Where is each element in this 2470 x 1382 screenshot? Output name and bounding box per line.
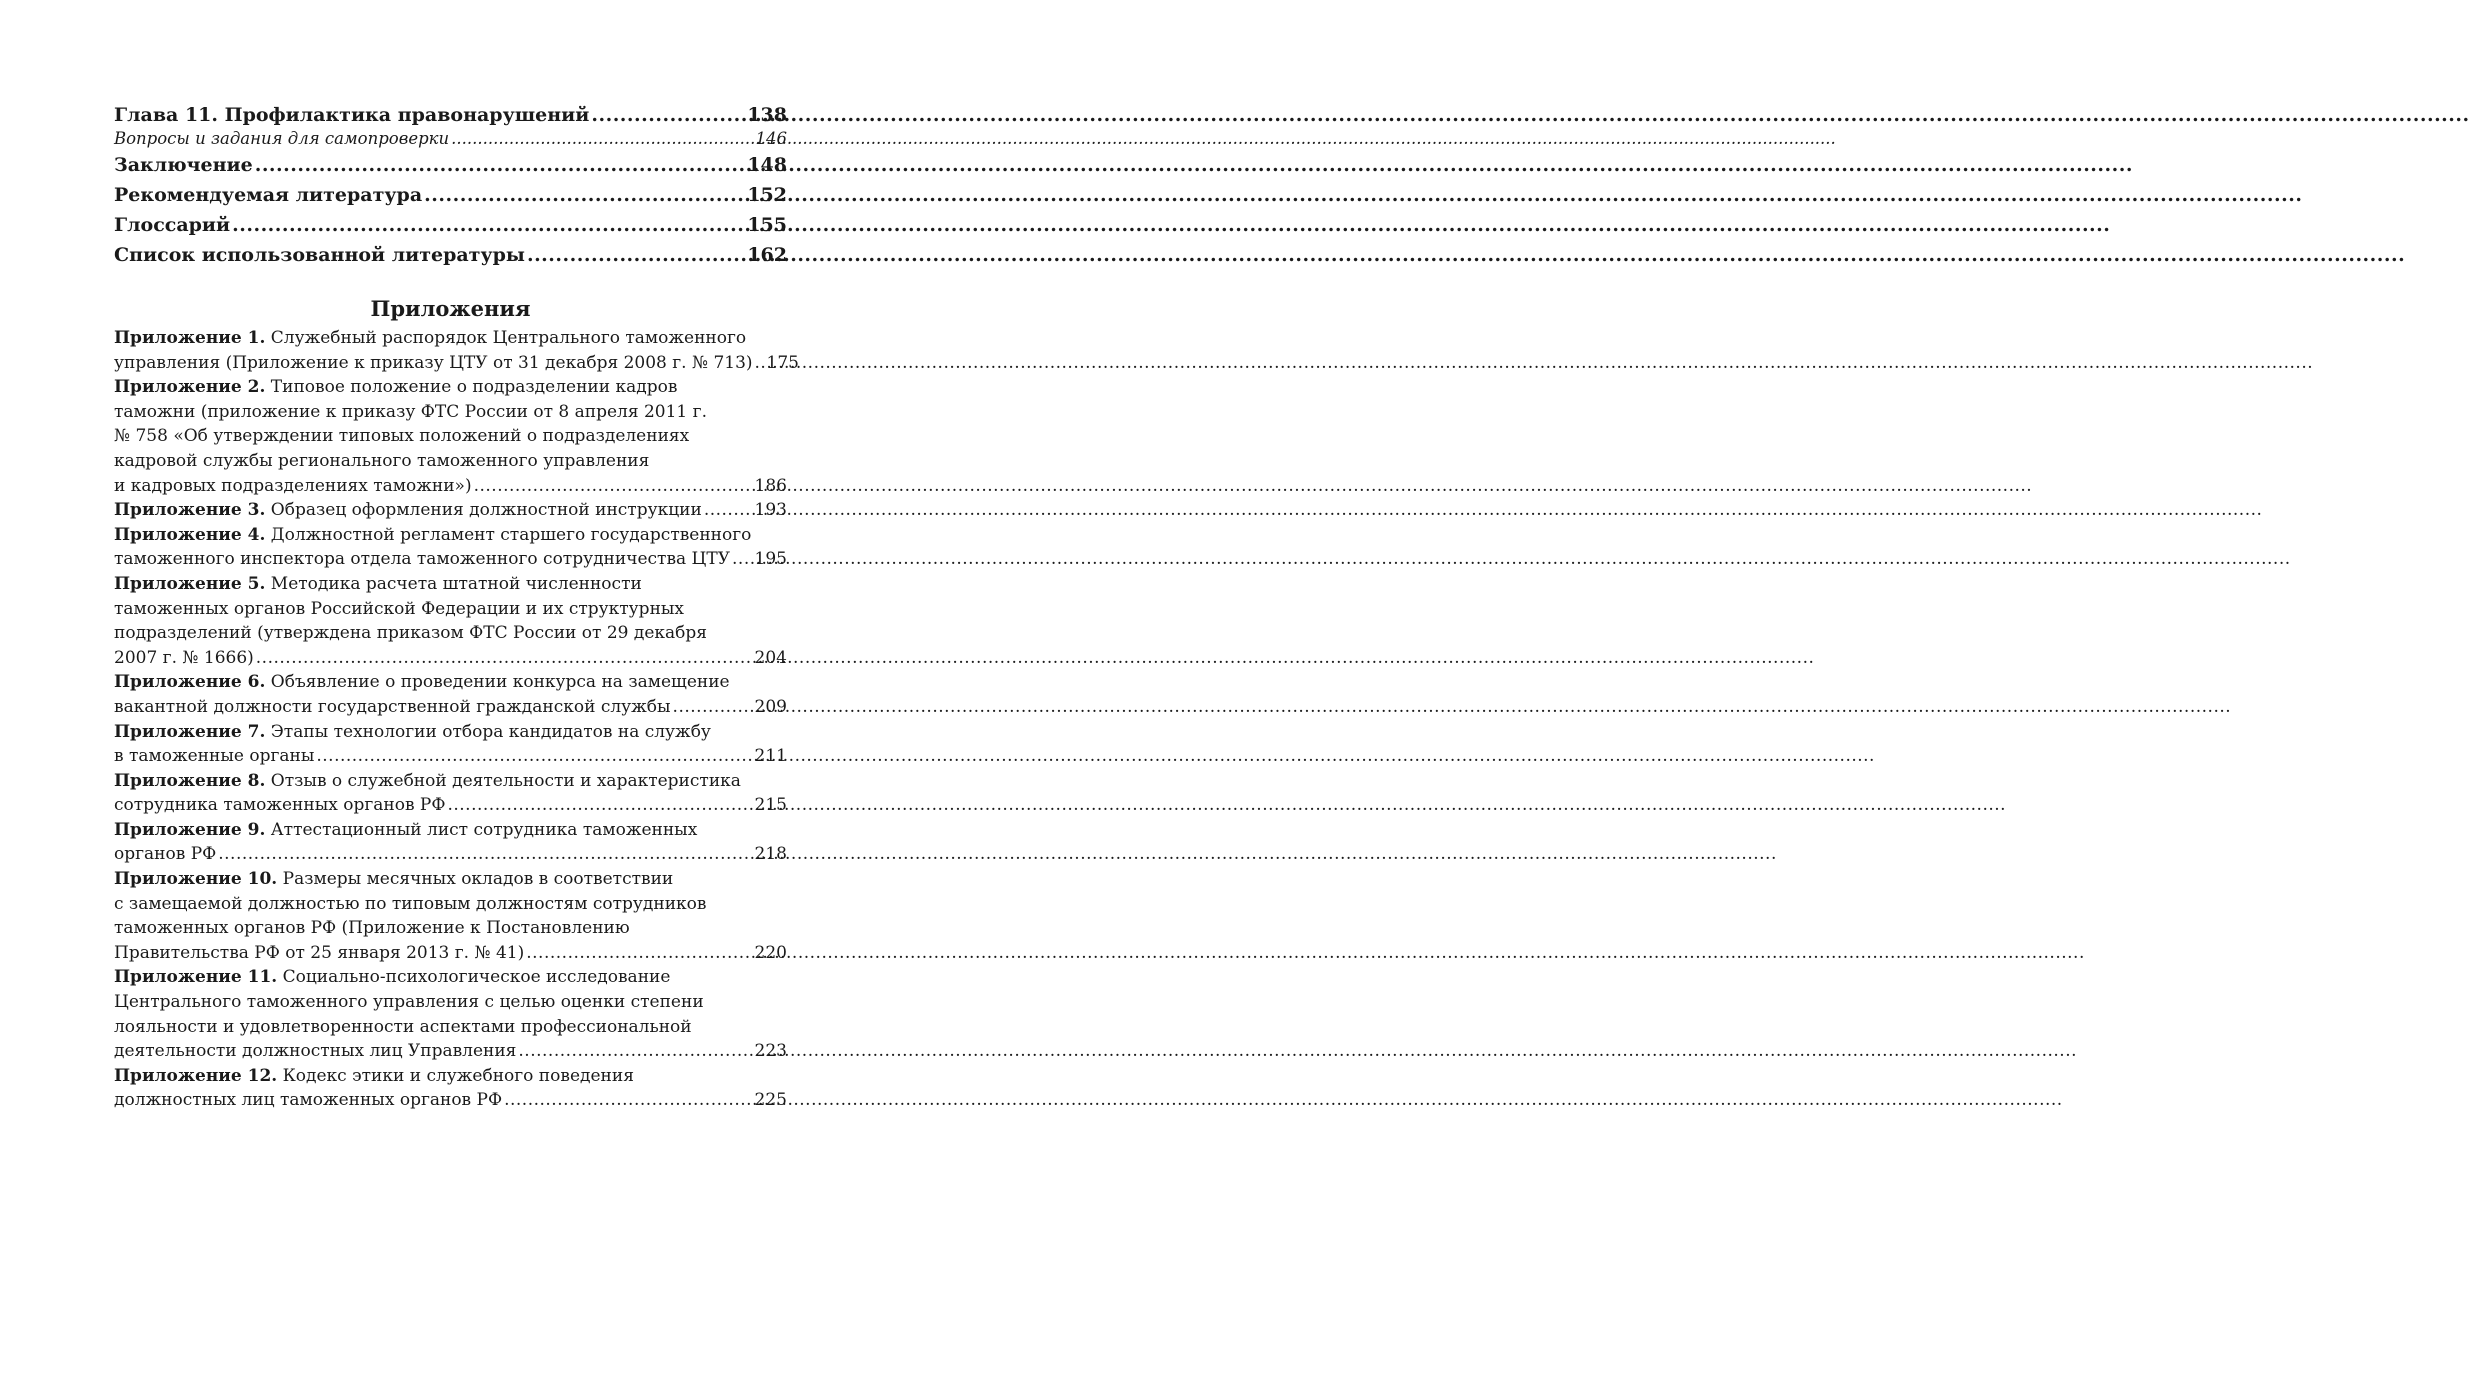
dot-leader bbox=[704, 498, 753, 523]
toc-entry-label: Вопросы и задания для самопроверки bbox=[114, 129, 450, 148]
dot-leader bbox=[218, 842, 752, 867]
appendix-title-text: должностных лиц таможенных органов РФ bbox=[114, 1090, 503, 1111]
appendix-line bbox=[114, 547, 787, 572]
appendix-title-text: Служебный распорядок Центрального таможенного bbox=[270, 328, 747, 348]
appendix-title-text: вакантной должности государственной гражданской службы bbox=[114, 696, 671, 717]
appendix-text bbox=[114, 744, 314, 769]
dot-leader bbox=[316, 744, 752, 769]
appendix-title-text: Центрального таможенного управления с целью оценки степени bbox=[114, 992, 704, 1013]
appendix-line bbox=[114, 449, 787, 474]
appendix-page: 195 bbox=[754, 549, 787, 570]
appendix-title-text: управления (Приложение к приказу ЦТУ от 31 декабря 2008 г. № 713) bbox=[114, 352, 753, 373]
appendix-line bbox=[114, 867, 787, 892]
appendix-text bbox=[114, 1088, 502, 1113]
appendix-page: 209 bbox=[754, 696, 787, 717]
appendix-line bbox=[114, 818, 787, 843]
appendix-page: 225 bbox=[754, 1090, 787, 1111]
appendix-number: Приложение 3. bbox=[114, 500, 266, 521]
toc-entry-recommended-literature[interactable] bbox=[114, 180, 787, 210]
appendix-number: Приложение 12. bbox=[114, 1065, 278, 1086]
toc-entry-label: Глава 11. Профилактика правонарушений bbox=[114, 104, 590, 126]
appendix-title-text: таможенных органов РФ (Приложение к Постановлению bbox=[114, 918, 630, 939]
appendix-number: Приложение 7. bbox=[114, 721, 266, 742]
toc-entry-chapter-11[interactable] bbox=[114, 100, 787, 130]
appendix-line bbox=[114, 1039, 787, 1064]
appendix-line bbox=[114, 941, 787, 966]
toc-entry-conclusion[interactable] bbox=[114, 150, 787, 180]
appendix-title-text: Аттестационный лист сотрудника таможенных bbox=[270, 819, 698, 840]
appendix-text bbox=[114, 1039, 516, 1064]
table-of-contents bbox=[114, 100, 799, 1113]
appendix-text bbox=[114, 498, 702, 523]
dot-leader bbox=[591, 100, 745, 130]
appendix-page: 175 bbox=[766, 352, 799, 373]
appendix-title-text: органов РФ bbox=[114, 844, 217, 865]
appendix-title-text: подразделений (утверждена приказом ФТС России от 29 декабря bbox=[114, 623, 707, 644]
toc-entry-page: 138 bbox=[747, 104, 787, 126]
appendix-number: Приложение 9. bbox=[114, 819, 266, 840]
appendix-line bbox=[114, 842, 787, 867]
dot-leader bbox=[256, 646, 753, 671]
appendix-number: Приложение 2. bbox=[114, 377, 266, 398]
appendix-line bbox=[114, 965, 787, 990]
appendix-entry-6[interactable] bbox=[114, 670, 787, 719]
appendix-title-text: Образец оформления должностной инструкции bbox=[270, 500, 702, 521]
toc-entry-page: 152 bbox=[747, 184, 787, 206]
appendix-line bbox=[114, 498, 787, 523]
appendix-title-text: Объявление о проведении конкурса на замещение bbox=[270, 672, 730, 693]
appendix-line bbox=[114, 597, 787, 622]
appendix-page: 223 bbox=[754, 1041, 787, 1062]
dot-leader bbox=[451, 128, 753, 150]
appendix-title-text: Правительства РФ от 25 января 2013 г. № 41) bbox=[114, 942, 525, 963]
appendix-number: Приложение 5. bbox=[114, 573, 266, 594]
appendix-entry-10[interactable] bbox=[114, 867, 787, 965]
appendix-entry-9[interactable] bbox=[114, 818, 787, 867]
appendix-entry-8[interactable] bbox=[114, 769, 787, 818]
appendix-entry-12[interactable] bbox=[114, 1064, 787, 1113]
dot-leader bbox=[755, 351, 765, 376]
appendix-number: Приложение 6. bbox=[114, 672, 266, 693]
appendix-title-text: Типовое положение о подразделении кадров bbox=[270, 377, 678, 398]
toc-entry-page: 155 bbox=[747, 214, 787, 236]
appendices-heading: Приложения bbox=[370, 296, 531, 321]
appendix-line bbox=[114, 621, 787, 646]
appendix-line bbox=[114, 1015, 787, 1040]
appendix-page: 215 bbox=[754, 795, 787, 816]
appendix-line bbox=[114, 990, 787, 1015]
appendix-title-text: с замещаемой должностью по типовым должностям сотрудников bbox=[114, 893, 707, 914]
appendix-text bbox=[114, 474, 472, 499]
appendix-page: 220 bbox=[754, 942, 787, 963]
appendix-entry-5[interactable] bbox=[114, 572, 787, 670]
appendix-text bbox=[114, 351, 753, 376]
appendix-page: 211 bbox=[754, 746, 787, 767]
appendix-line bbox=[114, 720, 787, 745]
dot-leader bbox=[518, 1039, 752, 1064]
dot-leader bbox=[474, 474, 753, 499]
appendix-title-text: № 758 «Об утверждении типовых положений о подразделениях bbox=[114, 426, 690, 447]
appendix-line bbox=[114, 523, 787, 548]
appendix-title-text: и кадровых подразделениях таможни») bbox=[114, 475, 472, 496]
dot-leader bbox=[732, 547, 753, 572]
appendix-line bbox=[114, 351, 799, 376]
appendix-page: 186 bbox=[754, 475, 787, 496]
appendix-line bbox=[114, 646, 787, 671]
appendix-entry-3[interactable] bbox=[114, 498, 787, 523]
toc-entry-label: Заключение bbox=[114, 154, 253, 176]
appendix-title-text: Должностной регламент старшего государственного bbox=[270, 524, 752, 545]
appendix-line bbox=[114, 400, 787, 425]
appendix-line bbox=[114, 916, 787, 941]
toc-entry-page: 146 bbox=[755, 129, 787, 148]
appendix-title-text: Отзыв о служебной деятельности и характеристика bbox=[270, 770, 741, 791]
appendix-title-text: деятельности должностных лиц Управления bbox=[114, 1041, 517, 1062]
appendix-number: Приложение 10. bbox=[114, 869, 278, 890]
appendix-line bbox=[114, 769, 787, 794]
appendix-text bbox=[114, 547, 730, 572]
appendices-list bbox=[114, 326, 799, 1113]
dot-leader bbox=[526, 941, 752, 966]
appendix-text bbox=[114, 793, 445, 818]
dot-leader bbox=[424, 180, 745, 210]
appendix-entry-1[interactable] bbox=[114, 326, 799, 375]
appendix-line bbox=[114, 572, 787, 597]
appendix-line bbox=[114, 670, 787, 695]
appendix-title-text: кадровой службы регионального таможенного управления bbox=[114, 450, 650, 471]
appendix-title-text: таможенного инспектора отдела таможенного сотрудничества ЦТУ bbox=[114, 549, 731, 570]
appendix-line bbox=[114, 695, 787, 720]
appendix-title-text: Размеры месячных окладов в соответствии bbox=[282, 869, 674, 890]
appendix-line bbox=[114, 474, 787, 499]
appendix-text bbox=[114, 646, 254, 671]
appendix-line bbox=[114, 424, 787, 449]
toc-entry-label: Глоссарий bbox=[114, 214, 231, 236]
appendix-line bbox=[114, 1064, 787, 1089]
appendix-entry-4[interactable] bbox=[114, 523, 787, 572]
appendix-text bbox=[114, 695, 671, 720]
appendix-number: Приложение 4. bbox=[114, 524, 266, 545]
appendix-line bbox=[114, 744, 787, 769]
dot-leader bbox=[527, 240, 745, 270]
toc-entry-label: Список использованной литературы bbox=[114, 244, 525, 266]
appendix-line bbox=[114, 375, 787, 400]
appendix-title-text: сотрудника таможенных органов РФ bbox=[114, 795, 446, 816]
appendix-text bbox=[114, 842, 216, 867]
appendix-entry-2[interactable] bbox=[114, 375, 787, 498]
dot-leader bbox=[232, 210, 745, 240]
appendix-title-text: в таможенные органы bbox=[114, 746, 315, 767]
appendix-title-text: Методика расчета штатной численности bbox=[270, 573, 642, 594]
toc-entry-label: Рекомендуемая литература bbox=[114, 184, 423, 206]
dot-leader bbox=[504, 1088, 752, 1113]
appendix-line bbox=[114, 892, 787, 917]
toc-entry-page: 148 bbox=[747, 154, 787, 176]
appendix-page: 204 bbox=[754, 647, 787, 668]
appendix-page: 218 bbox=[754, 844, 787, 865]
toc-entry-glossary[interactable] bbox=[114, 210, 787, 240]
document-page bbox=[0, 0, 900, 1382]
dot-leader bbox=[447, 793, 752, 818]
appendix-title-text: лояльности и удовлетворенности аспектами профессиональной bbox=[114, 1016, 692, 1037]
appendix-text bbox=[114, 941, 524, 966]
toc-entry-questions[interactable] bbox=[114, 128, 787, 150]
appendix-line bbox=[114, 1088, 787, 1113]
appendix-title-text: таможни (приложение к приказу ФТС России от 8 апреля 2011 г. bbox=[114, 401, 707, 422]
appendix-title-text: Социально-психологическое исследование bbox=[282, 967, 671, 988]
toc-entry-references[interactable] bbox=[114, 240, 787, 270]
appendix-title-text: Этапы технологии отбора кандидатов на службу bbox=[270, 721, 711, 742]
appendix-line bbox=[114, 326, 787, 351]
appendix-title-text: 2007 г. № 1666) bbox=[114, 647, 254, 668]
appendix-title-text: таможенных органов Российской Федерации и их структурных bbox=[114, 598, 685, 619]
toc-entry-page: 162 bbox=[747, 244, 787, 266]
dot-leader bbox=[255, 150, 746, 180]
appendix-line bbox=[114, 793, 787, 818]
appendix-entry-7[interactable] bbox=[114, 720, 787, 769]
appendix-number: Приложение 8. bbox=[114, 770, 266, 791]
appendix-entry-11[interactable] bbox=[114, 965, 787, 1063]
appendix-number: Приложение 11. bbox=[114, 967, 278, 988]
appendix-page: 193 bbox=[754, 500, 787, 521]
dot-leader bbox=[673, 695, 753, 720]
appendix-number: Приложение 1. bbox=[114, 328, 266, 348]
appendix-title-text: Кодекс этики и служебного поведения bbox=[282, 1065, 634, 1086]
